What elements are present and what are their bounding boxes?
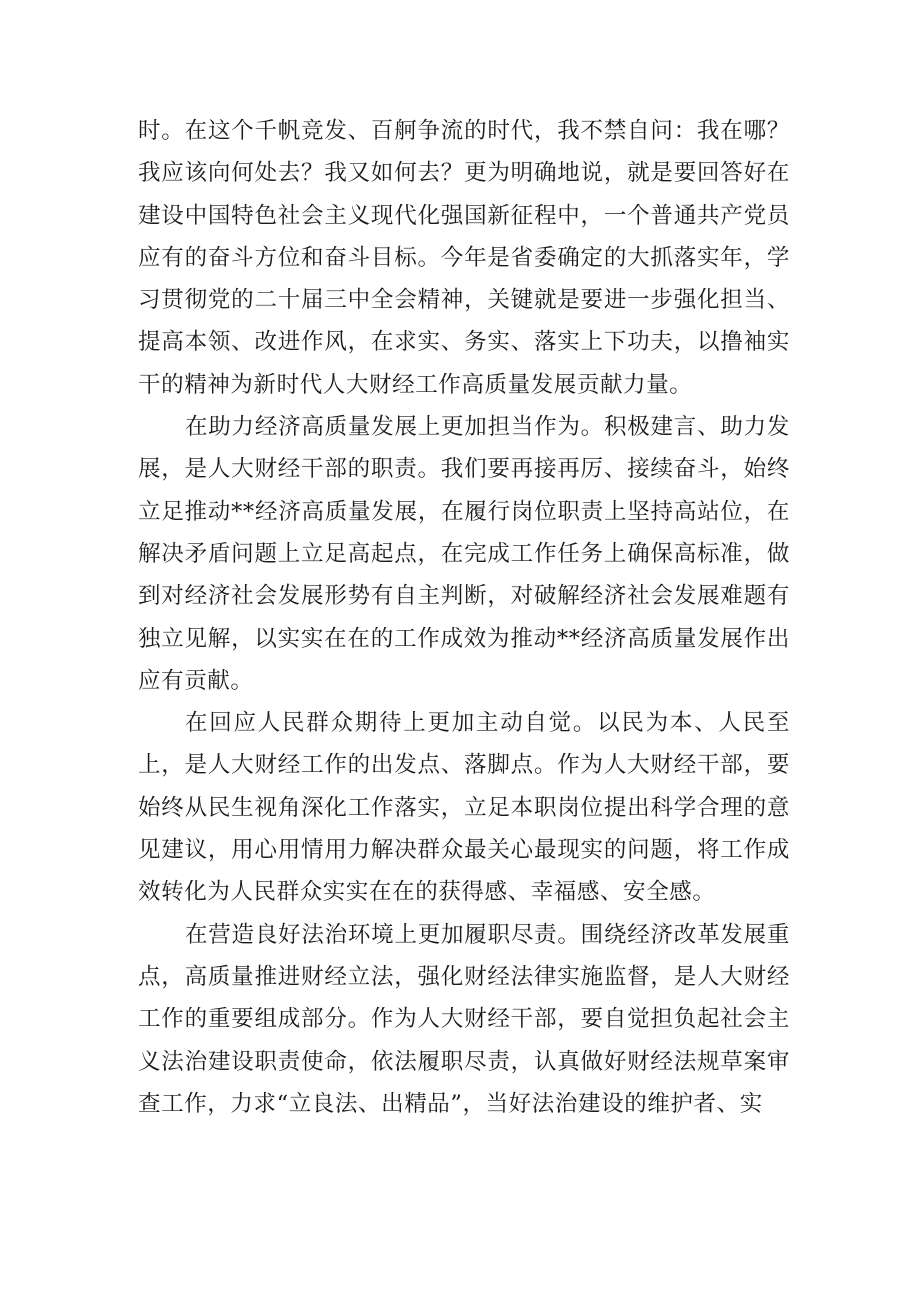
paragraph-economic-development: 在助力经济高质量发展上更加担当作为。积极建言、助力发展，是人大财经干部的职责。我们要再接再厉、接续奋斗，始终立足推动**经济高质量发展，在履行岗位职责上坚持高站位，在解决矛盾问题上立足高起点，在完成工作任务上确保高标准，做到对经济社会发展形势有自主判断，对破解经济社会发展难题有独立见解，以实实在在的工作成效为推动**经济高质量发展作出应有贡献。 xyxy=(138,414,790,694)
paragraph-continuation: 时。在这个千帆竞发、百舸争流的时代，我不禁自问：我在哪？我应该向何处去？我又如何去？更为明确地说，就是要回答好在建设中国特色社会主义现代化强国新征程中，一个普通共产党员应有的奋斗方位和奋斗目标。今年是省委确定的大抓落实年，学习贯彻党的二十届三中全会精神，关键就是要进一步强化担当、提高本领、改进作风，在求实、务实、落实上下功夫，以撸袖实干的精神为新时代人大财经工作高质量发展贡献力量。 xyxy=(138,118,790,398)
body-text xyxy=(138,110,790,1125)
paragraph-rule-of-law: 在营造良好法治环境上更加履职尽责。围绕经济改革发展重点，高质量推进财经立法，强化财经法律实施监督，是人大财经工作的重要组成部分。作为人大财经干部，要自觉担负起社会主义法治建设职责使命，依法履职尽责，认真做好财经法规草案审查工作，力求“立良法、出精品”，当好法治建设的维护者、实 xyxy=(138,921,790,1117)
paragraph-people-expectations: 在回应人民群众期待上更加主动自觉。以民为本、人民至上，是人大财经工作的出发点、落脚点。作为人大财经干部，要始终从民生视角深化工作落实，立足本职岗位提出科学合理的意见建议，用心用情用力解决群众最关心最现实的问题，将工作成效转化为人民群众实实在在的获得感、幸福感、安全感。 xyxy=(138,710,790,906)
